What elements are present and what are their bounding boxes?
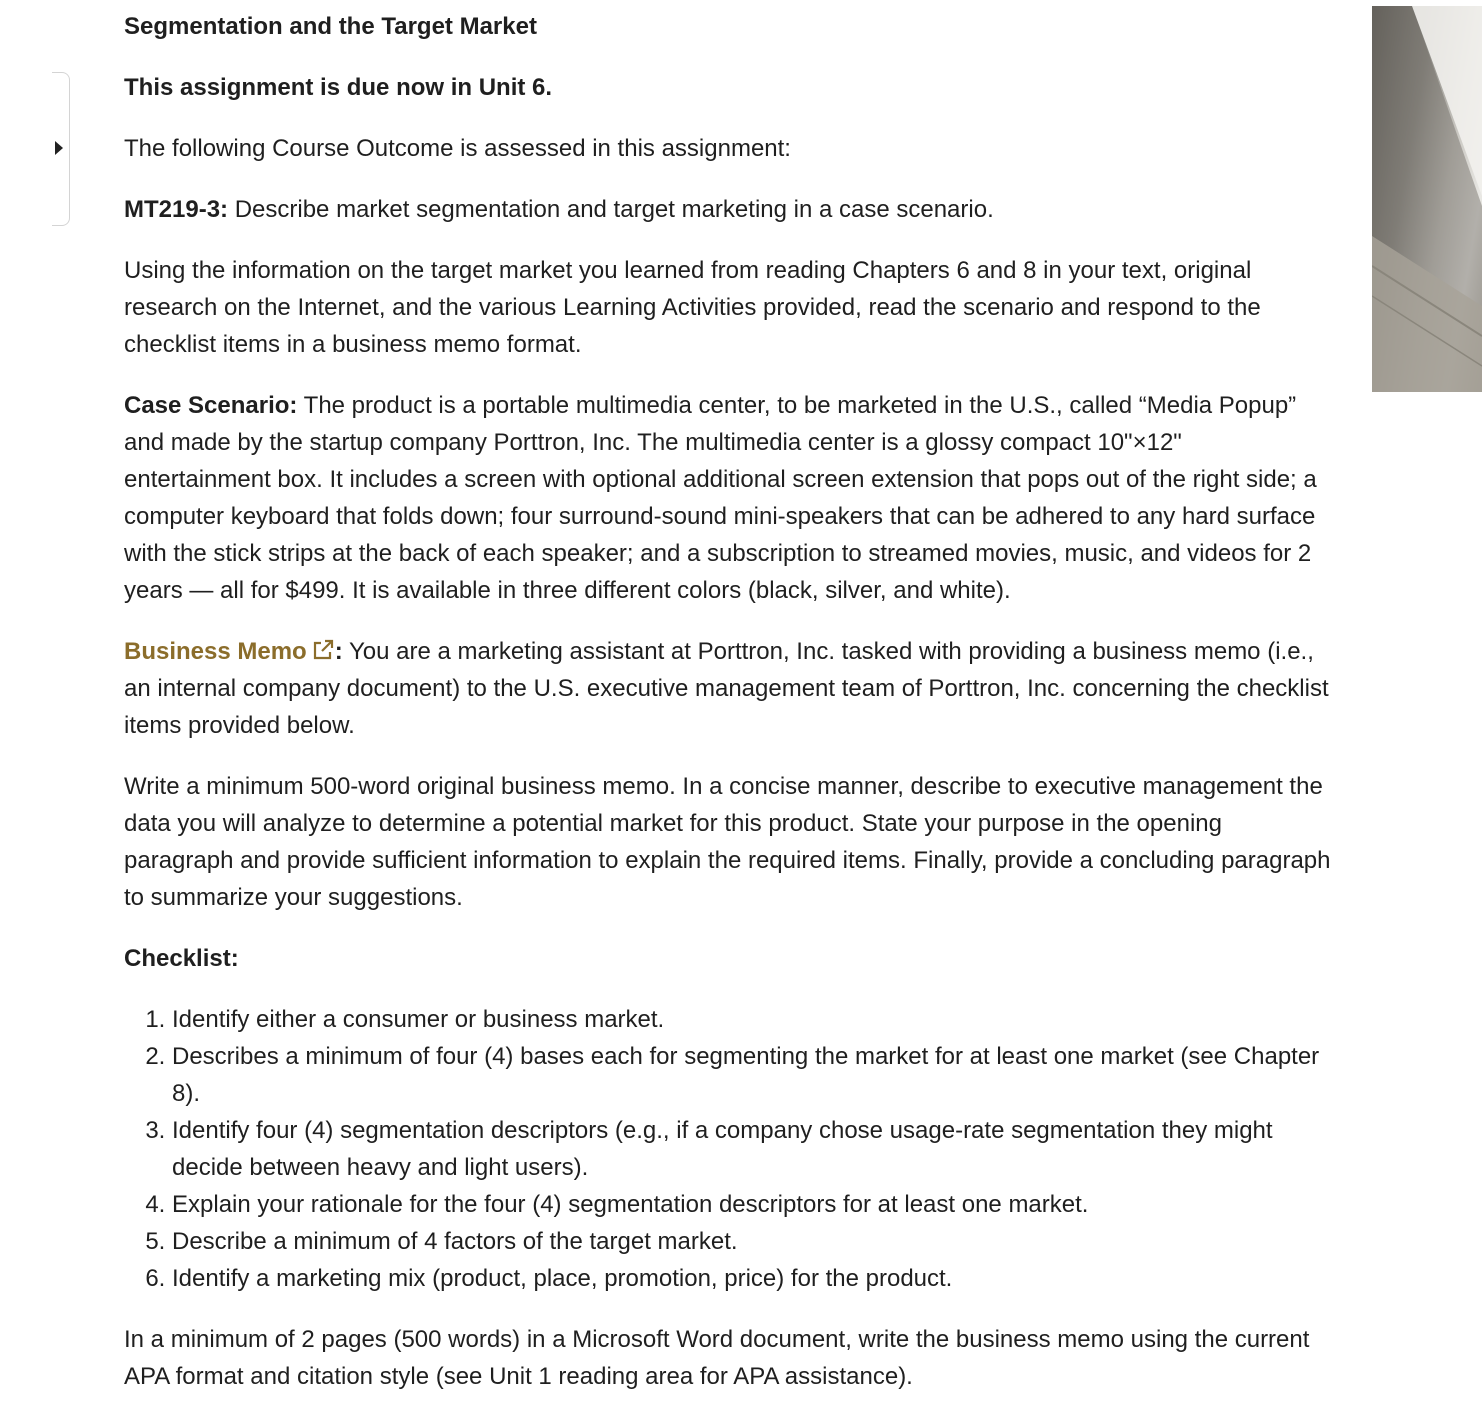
case-scenario-text: The product is a portable multimedia center, to be marketed in the U.S., called “Media Popup” and made by the startup company Porttron, Inc. The multimedia center is a glossy compact 10"×12" entertainment box. It includes a screen with optional additional screen extension that pops out of the right side; a computer keyboard that folds down; four surround-sound mini-speakers that can be adhered to any hard surface with the stick strips at the back of each speaker; and a subscription to streamed movies, music, and videos for 2 years — all for $499. It is available in three different colors (black, silver, and white). (124, 392, 1317, 604)
course-outcome (124, 191, 1334, 228)
checklist-item: 6. Identify a marketing mix (product, place, promotion, price) for the product. (172, 1260, 1334, 1297)
checklist-heading: Checklist: (124, 945, 239, 972)
checklist-item: 1. Identify either a consumer or business market. (172, 1001, 1334, 1038)
page-title: Segmentation and the Target Market (124, 13, 537, 40)
business-memo-link-label: Business Memo (124, 638, 307, 665)
outcome-code: MT219-3: (124, 196, 229, 223)
caret-right-icon (55, 141, 63, 155)
decorative-banner-image (1372, 6, 1482, 392)
external-link-icon (311, 638, 335, 662)
due-notice: This assignment is due now in Unit 6. (124, 74, 553, 101)
banner-photo-shapes (1372, 6, 1482, 392)
outcome-intro: The following Course Outcome is assessed in this assignment: (124, 135, 791, 162)
checklist-item: 3. Identify four (4) segmentation descriptors (e.g., if a company chose usage-rate segmentation they might decide between heavy and light users). (172, 1112, 1334, 1186)
write-instructions: Write a minimum 500-word original business memo. In a concise manner, describe to executive management the data you will analyze to determine a potential market for this product. State your purpose in the opening paragraph and provide sufficient information to explain the required items. Finally, provide a concluding paragraph to summarize your suggestions. (124, 773, 1331, 911)
case-scenario (124, 387, 1334, 609)
business-memo-link[interactable] (124, 638, 335, 665)
checklist-item: 5. Describe a minimum of 4 factors of the target market. (172, 1223, 1334, 1260)
checklist-item: 4. Explain your rationale for the four (4) segmentation descriptors for at least one market. (172, 1186, 1334, 1223)
checklist (124, 1001, 1334, 1297)
outcome-text: Describe market segmentation and target marketing in a case scenario. (228, 196, 994, 223)
sidebar-toggle[interactable] (52, 72, 70, 226)
business-memo-colon: : (334, 638, 343, 665)
closing-paragraph: In a minimum of 2 pages (500 words) in a Microsoft Word document, write the business memo using the current APA format and citation style (see Unit 1 reading area for APA assistance). (124, 1326, 1310, 1390)
instructions-paragraph: Using the information on the target market you learned from reading Chapters 6 and 8 in your text, original research on the Internet, and the various Learning Activities provided, read the scenario and respond to the checklist items in a business memo format. (124, 257, 1261, 358)
checklist-item: 2. Describes a minimum of four (4) bases each for segmenting the market for at least one market (see Chapter 8). (172, 1038, 1334, 1112)
assignment-content (124, 0, 1334, 1419)
business-memo-text: You are a marketing assistant at Porttron, Inc. tasked with providing a business memo (i.e., an internal company document) to the U.S. executive management team of Porttron, Inc. concerning the checklist items provided below. (124, 638, 1329, 739)
business-memo-paragraph (124, 633, 1334, 744)
case-scenario-label: Case Scenario: (124, 392, 298, 419)
